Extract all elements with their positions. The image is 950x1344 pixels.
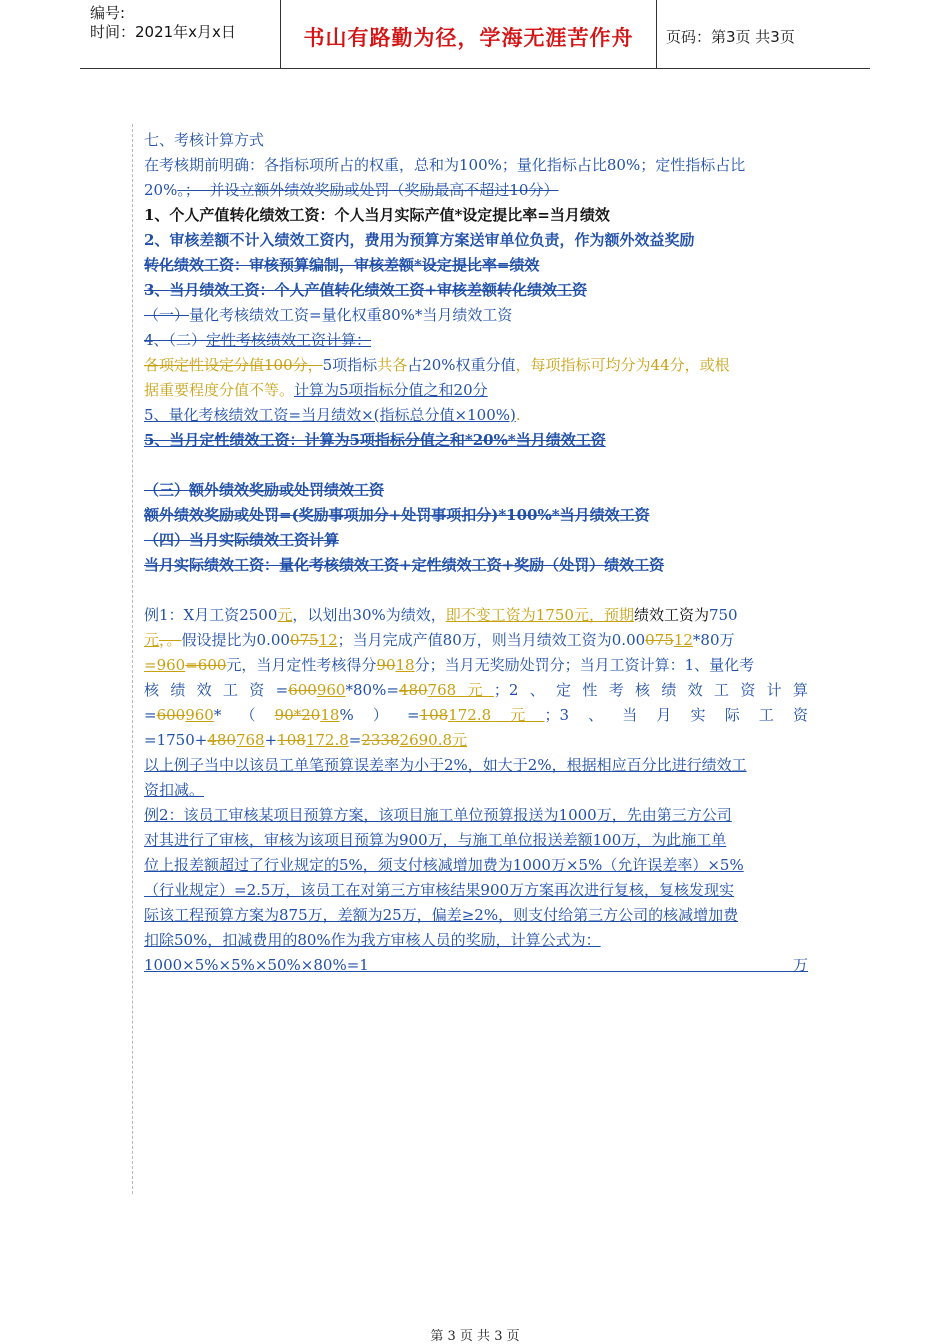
text-run: ，每项指标可均分为44分，或根 (515, 356, 730, 374)
text-run: 。； 并设立额外绩效奖励或处罚（奖励最高不超过10分） (177, 181, 559, 199)
text-run: 1000×5%×5%×50%×80%=1万 (144, 956, 808, 974)
header-table (80, 0, 870, 69)
text-run: ，以划出30%为绩效， (292, 606, 446, 624)
text-run: 5项指标 (322, 356, 378, 374)
text-line (144, 528, 808, 553)
text-run: 元，当月定性考核得分 (226, 656, 377, 674)
text-run: ；2、定性考核绩效工资计算 (493, 681, 808, 699)
text-run: 分；当月无奖励处罚分；当月工资计算：1、量化考 (414, 656, 755, 674)
text-line (144, 178, 808, 203)
text-run: ；3、当月实际工资 (544, 706, 808, 724)
text-run: 假设提比为0.00 (181, 631, 290, 649)
text-run: 例2：该员工审核某项目预算方案，该项目施工单位预算报送为1000万，先由第三方公司 (144, 806, 732, 824)
text-line (144, 128, 808, 153)
text-run: 90 (376, 656, 396, 674)
text-run: 750 (708, 606, 738, 624)
text-run: 960 (316, 681, 346, 699)
text-run: =1750+ (144, 731, 208, 749)
text-line (144, 478, 808, 503)
text-run: 七、考核计算方式 (144, 131, 265, 149)
text-line (144, 728, 808, 753)
text-run: 当月实际绩效工资：量化考核绩效工资+定性绩效工资+奖励（处罚）绩效工资 (144, 556, 665, 574)
text-run: *（ (213, 706, 275, 724)
text-run: . (515, 406, 521, 424)
text-line (144, 703, 808, 728)
text-run: = (348, 731, 362, 749)
text-line (144, 253, 808, 278)
text-run: 18 (320, 706, 340, 724)
text-line (144, 753, 808, 778)
text-line (144, 678, 808, 703)
text-run: =600 (185, 656, 227, 674)
text-run: 位上报差额超过了行业规定的5%，须支付核减增加费为1000万×5%（允许误差率）×5% (144, 856, 744, 874)
text-run: 768 (427, 681, 457, 699)
text-run: 定性考核绩效工资计算： (206, 331, 372, 349)
text-run: （四）当月实际绩效工资计算 (144, 531, 340, 549)
margin-guide-line (132, 124, 133, 1194)
text-run: 600 (156, 706, 186, 724)
text-run: 075 (289, 631, 319, 649)
text-run: 5、当月定性绩效工资：计算为5项指标分值之和*20%*当月绩效工资 (144, 431, 606, 449)
text-line (144, 503, 808, 528)
text-run: 转化绩效工资：审核预算编制，审核差额*设定提比率=绩效 (144, 256, 540, 274)
motto-text: 书山有路勤为径，学海无涯苦作舟 (303, 26, 634, 50)
text-run: 2、审核差额不计入绩效工资内，费用为预算方案送审单位负责，作为额外效益奖励 (144, 231, 695, 249)
text-run: 4、（二） (144, 331, 207, 349)
text-run: =960 (144, 656, 186, 674)
text-line (144, 628, 808, 653)
text-line (144, 353, 808, 378)
text-run: 共各 (377, 356, 408, 374)
text-run: 1、个人产值转化绩效工资：个人当月实际产值*设定提比率=当月绩效 (144, 206, 610, 224)
text-run: 18 (395, 656, 415, 674)
text-line (144, 853, 808, 878)
text-run: （三）额外绩效奖励或处罚绩效工资 (144, 481, 385, 499)
text-run: 各项定性设定分值100分， (144, 356, 323, 374)
text-line (144, 378, 808, 403)
text-run: 2690.8元 (399, 731, 468, 749)
text-run: 元 (456, 681, 494, 699)
text-run: 据重要程度分值不等。 (144, 381, 295, 399)
text-line (144, 153, 808, 178)
text-run: *80万 (692, 631, 735, 649)
text-run: 核绩效工资= (144, 681, 289, 699)
text-run: 20% (144, 181, 178, 199)
text-run: 12 (673, 631, 693, 649)
text-run: 90*20 (274, 706, 321, 724)
text-run: 在考核期前明确：各指标项所占的权重，总和为100%；量化指标占比80%；定性指标占比 (144, 156, 746, 174)
text-line (144, 878, 808, 903)
text-run: 075 (645, 631, 674, 649)
text-run: 即不变工资为1750元，预期 (445, 606, 634, 624)
text-line (144, 328, 808, 353)
text-line (144, 803, 808, 828)
text-run: 际该工程预算方案为875万，差额为25万，偏差≥2%，则支付给第三方公司的核减增加费 (144, 906, 739, 924)
text-run: 3、当月绩效工资：个人产值转化绩效工资+审核差额转化绩效工资 (144, 281, 588, 299)
text-run: 计算为5项指标分值之和20分 (294, 381, 488, 399)
text-run: 绩效工资为 (633, 606, 709, 624)
page-indicator: 页码：第3页 共3页 (666, 28, 795, 46)
text-run: 768 (235, 731, 265, 749)
text-line (144, 928, 808, 953)
text-run: 元 (277, 606, 293, 624)
text-run: 5、量化考核绩效工资=当月绩效×(指标总分值×100%) (144, 406, 516, 424)
document-number-label: 编号: (90, 4, 126, 22)
text-run: ；当月完成产值80万，则当月绩效工资为0.00 (337, 631, 646, 649)
page-footer: 第 3 页 共 3 页 (430, 1329, 520, 1344)
text-run: 扣除50%，扣减费用的80%作为我方审核人员的奖励，计算公式为： (144, 931, 601, 949)
text-line (144, 278, 808, 303)
text-line (144, 203, 808, 228)
text-run: 2338 (361, 731, 400, 749)
document-date-label: 时间：2021年x月x日 (90, 23, 236, 41)
text-line (144, 778, 808, 803)
text-run: 元 (491, 706, 545, 724)
text-run: 占20%权重分值 (407, 356, 516, 374)
text-run: 108 (419, 706, 449, 724)
text-run: 以上例子当中以该员工单笔预算误差率为小于2%，如大于2%，根据相应百分比进行绩效工 (144, 756, 747, 774)
text-line (144, 303, 808, 328)
text-run: 172.8 (448, 706, 492, 724)
text-run: 960 (185, 706, 214, 724)
text-run: 对其进行了审核，审核为该项目预算为900万，与施工单位报送差额100万，为此施工单 (144, 831, 727, 849)
header-motto-cell (280, 0, 657, 68)
text-line (144, 603, 808, 628)
text-run: 量化考核绩效工资=量化权重80%*当月绩效工资 (189, 306, 513, 324)
header-left-cell (80, 0, 280, 68)
text-run: 额外绩效奖励或处罚=(奖励事项加分+处罚事项扣分)*100%*当月绩效工资 (144, 506, 650, 524)
text-line (144, 828, 808, 853)
text-run: *80%= (345, 681, 399, 699)
header-page-cell (656, 0, 870, 68)
text-run: 资扣减。 (144, 781, 205, 799)
text-run: （行业规定）=2.5万，该员工在对第三方审核结果900万方案再次进行复核，复核发现实 (144, 881, 735, 899)
text-run: （一） (144, 306, 190, 324)
text-run: 108 (277, 731, 306, 749)
text-run: 480 (398, 681, 428, 699)
text-line (144, 403, 808, 428)
text-run: %）= (339, 706, 420, 724)
text-run: 例1：X月工资2500 (144, 606, 278, 624)
text-run: 172.8 (305, 731, 349, 749)
text-run: 600 (288, 681, 317, 699)
text-run: = (144, 706, 157, 724)
blank-line (144, 578, 808, 603)
text-line (144, 553, 808, 578)
text-run: + (264, 731, 278, 749)
text-run: 480 (207, 731, 236, 749)
text-run: ，。 (159, 631, 182, 649)
blank-line (144, 453, 808, 478)
text-run: 元 (144, 631, 160, 649)
text-line (144, 653, 808, 678)
document-body (144, 128, 808, 978)
text-line (144, 428, 808, 453)
text-line (144, 953, 808, 978)
text-run: 12 (318, 631, 338, 649)
text-line (144, 228, 808, 253)
text-line (144, 903, 808, 928)
